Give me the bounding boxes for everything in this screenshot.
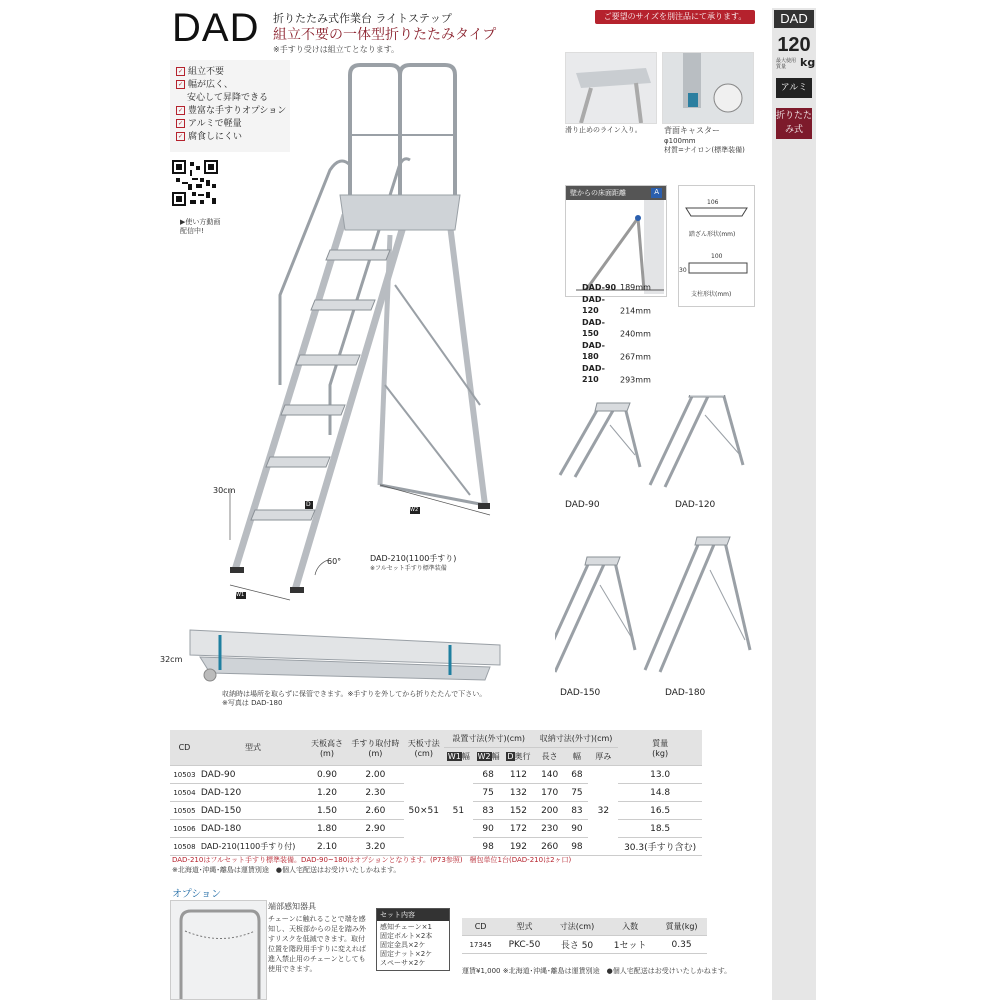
sidebar-max-load-label: 最大使用質量 bbox=[776, 58, 797, 70]
table-row: 10506 DAD-180 1.80 2.90 90 172 230 90 18.5 bbox=[170, 820, 702, 838]
set-title: セット内容 bbox=[377, 909, 449, 921]
spec-footnote-2: ※北海道･沖縄･離島は運賃別途 ●個人宅配送はお受けいたしかねます。 bbox=[172, 866, 401, 874]
check-icon: ✓ bbox=[177, 68, 184, 75]
sidebar-max-load: 120 bbox=[777, 34, 811, 56]
profile-drawings bbox=[678, 185, 755, 307]
th-top: 天板寸法 (cm) bbox=[404, 730, 444, 766]
feature-item-cont: 安心して昇降できる bbox=[187, 93, 269, 103]
table-row: 10505 DAD-150 1.50 2.60 83 152 200 83 16.5 bbox=[170, 802, 702, 820]
spec-header-row bbox=[170, 730, 702, 748]
model-title: DAD bbox=[172, 6, 260, 50]
option-table bbox=[462, 918, 707, 954]
thumb-label: DAD-150 bbox=[560, 688, 601, 698]
check-icon: ✓ bbox=[177, 107, 184, 114]
tagline: 組立不要の一体型折りたたみタイプ bbox=[273, 27, 497, 43]
option-header-row: CD 型式 寸法(cm) 入数 質量(kg) bbox=[462, 918, 707, 936]
non-slip-caption: 滑り止めのライン入り。 bbox=[565, 126, 642, 134]
feature-item: ✓ アルミで軽量 bbox=[177, 119, 242, 129]
wall-distance-sketch bbox=[566, 200, 664, 294]
wall-distance-row: DAD-90 189mm bbox=[582, 283, 651, 292]
th-cd: CD bbox=[170, 730, 199, 766]
th-len: 長さ bbox=[534, 748, 566, 766]
table-row: 10503 DAD-90 0.90 2.00 50×51 51 68 112 140 68 32 13.0 bbox=[170, 766, 702, 784]
th-weight: 質量 (kg) bbox=[618, 730, 702, 766]
th-w2: W2幅 bbox=[473, 748, 503, 766]
spec-table bbox=[170, 730, 702, 856]
post-side: 30 bbox=[679, 267, 687, 274]
th-storage: 収納寸法(外寸)(cm) bbox=[534, 730, 618, 748]
wall-distance-row: DAD-120 214mm bbox=[582, 294, 651, 315]
folded-ladder-illustration bbox=[180, 625, 510, 690]
th-install: 設置寸法(外寸)(cm) bbox=[444, 730, 534, 748]
check-icon: ✓ bbox=[177, 81, 184, 88]
th-rail: 手すり取付時 (m) bbox=[347, 730, 404, 766]
dimension-angle: 60° bbox=[327, 557, 342, 566]
check-icon: ✓ bbox=[177, 120, 184, 127]
feature-item: ✓ 幅が広く、 bbox=[177, 80, 233, 90]
qr-note: ▶使い方動画 配信中! bbox=[180, 218, 221, 235]
check-icon: ✓ bbox=[177, 133, 184, 140]
dimension-height: 30cm bbox=[213, 486, 236, 495]
wall-distance-header bbox=[566, 186, 666, 200]
sensor-desc: チェーンに触れることで端を感知し、天板部からの足を踏み外すリスクを低減できます。取付位置を階段用手すりに変えれば進入禁止用のチェーンとしても使用できます。 bbox=[268, 915, 366, 973]
wall-distance-row: DAD-150 240mm bbox=[582, 317, 651, 338]
thumb-label: DAD-90 bbox=[565, 500, 600, 510]
model-thumbnails bbox=[555, 395, 765, 685]
tread-width: 106 bbox=[707, 199, 719, 206]
post-width: 100 bbox=[711, 253, 723, 260]
caster-size: φ100mm bbox=[664, 137, 696, 145]
custom-order-badge: ご要望のサイズを別注品にて承ります。 bbox=[595, 10, 755, 24]
th-thk: 厚み bbox=[588, 748, 618, 766]
option-footnote: 運賃¥1,000 ※北海道･沖縄･離島は運賃別途 ●個人宅配送はお受けいたしかねます。 bbox=[462, 967, 732, 975]
spec-footnote: DAD-210はフルセット手すり標準装備。DAD-90~180はオプションとなります。(P73参照) 梱包単位1台(DAD-210は2ヶ口) bbox=[172, 856, 572, 864]
play-icon: ▶ bbox=[180, 218, 186, 226]
th-wid: 幅 bbox=[565, 748, 588, 766]
set-contents bbox=[376, 908, 450, 971]
wall-distance-marker: A bbox=[651, 188, 662, 198]
assembly-note: ※手すり受けは組立てとなります。 bbox=[273, 45, 400, 54]
table-row: 10504 DAD-120 1.20 2.30 75 132 170 75 14.8 bbox=[170, 784, 702, 802]
main-ladder-illustration bbox=[170, 55, 530, 615]
th-model: 型式 bbox=[199, 730, 307, 766]
main-figure-note: ※フルセット手すり標準装備 bbox=[370, 565, 447, 572]
caster-photo bbox=[662, 52, 754, 124]
non-slip-photo bbox=[565, 52, 657, 124]
top-dimension: 50×51 bbox=[404, 766, 444, 856]
feature-item: ✓ 腐食しにくい bbox=[177, 132, 243, 142]
set-items: 感知チェーン×1 固定ボルト×2本 固定金具×2ケ 固定ナット×2ケ スペーサ×2ケ bbox=[380, 923, 433, 967]
sidebar-type: 折りたたみ式 bbox=[776, 108, 812, 139]
th-w1: W1幅 bbox=[444, 748, 474, 766]
label-d: D bbox=[306, 501, 311, 508]
table-row: 10508 DAD-210(1100手すり付) 2.10 3.20 98 192 260 98 30.3(手すり含む) bbox=[170, 838, 702, 856]
feature-item: ✓ 組立不要 bbox=[177, 67, 225, 77]
main-figure-caption: DAD-210(1100手すり) bbox=[370, 554, 457, 563]
caster-material: 材質=ナイロン(標準装備) bbox=[664, 146, 745, 154]
caster-title: 背面キャスター bbox=[664, 126, 720, 135]
sidebar-unit: kg bbox=[800, 56, 816, 69]
label-w2: W2 bbox=[410, 507, 419, 513]
post-label: 支柱形状(mm) bbox=[691, 291, 732, 298]
wall-distance-table bbox=[582, 282, 651, 386]
thickness-value: 32 bbox=[588, 766, 618, 856]
wall-distance-diagram bbox=[565, 185, 667, 297]
th-height: 天板高さ (m) bbox=[307, 730, 347, 766]
feature-item: ✓ 豊富な手すりオプション bbox=[177, 106, 287, 116]
label-w1: W1 bbox=[236, 592, 245, 598]
wall-distance-title: 壁からの床面距離 bbox=[570, 189, 626, 197]
sensor-title: 端部感知器具 bbox=[268, 902, 316, 911]
right-sidebar bbox=[772, 8, 816, 1000]
folded-height: 32cm bbox=[160, 655, 183, 664]
options-heading: オプション bbox=[172, 889, 222, 900]
category-label: 折りたたみ式作業台 ライトステップ bbox=[273, 12, 452, 25]
folded-note: 収納時は場所を取らずに保管できます。※手すりを外してから折りたたんで下さい。 bbox=[222, 690, 487, 698]
tread-label: 踏ざん形状(mm) bbox=[689, 231, 736, 238]
table-row: 17345 PKC-50 長さ 50 1セット 0.35 bbox=[462, 936, 707, 954]
w1-value: 51 bbox=[444, 766, 474, 856]
thumb-label: DAD-180 bbox=[665, 688, 706, 698]
wall-distance-row: DAD-210 293mm bbox=[582, 363, 651, 384]
sidebar-material: アルミ bbox=[776, 78, 812, 98]
folded-photo-note: ※写真は DAD-180 bbox=[222, 699, 283, 707]
sidebar-model: DAD bbox=[774, 10, 814, 28]
th-d: D奥行 bbox=[503, 748, 534, 766]
sensor-photo bbox=[170, 900, 267, 1000]
wall-distance-row: DAD-180 267mm bbox=[582, 340, 651, 361]
thumb-label: DAD-120 bbox=[675, 500, 716, 510]
